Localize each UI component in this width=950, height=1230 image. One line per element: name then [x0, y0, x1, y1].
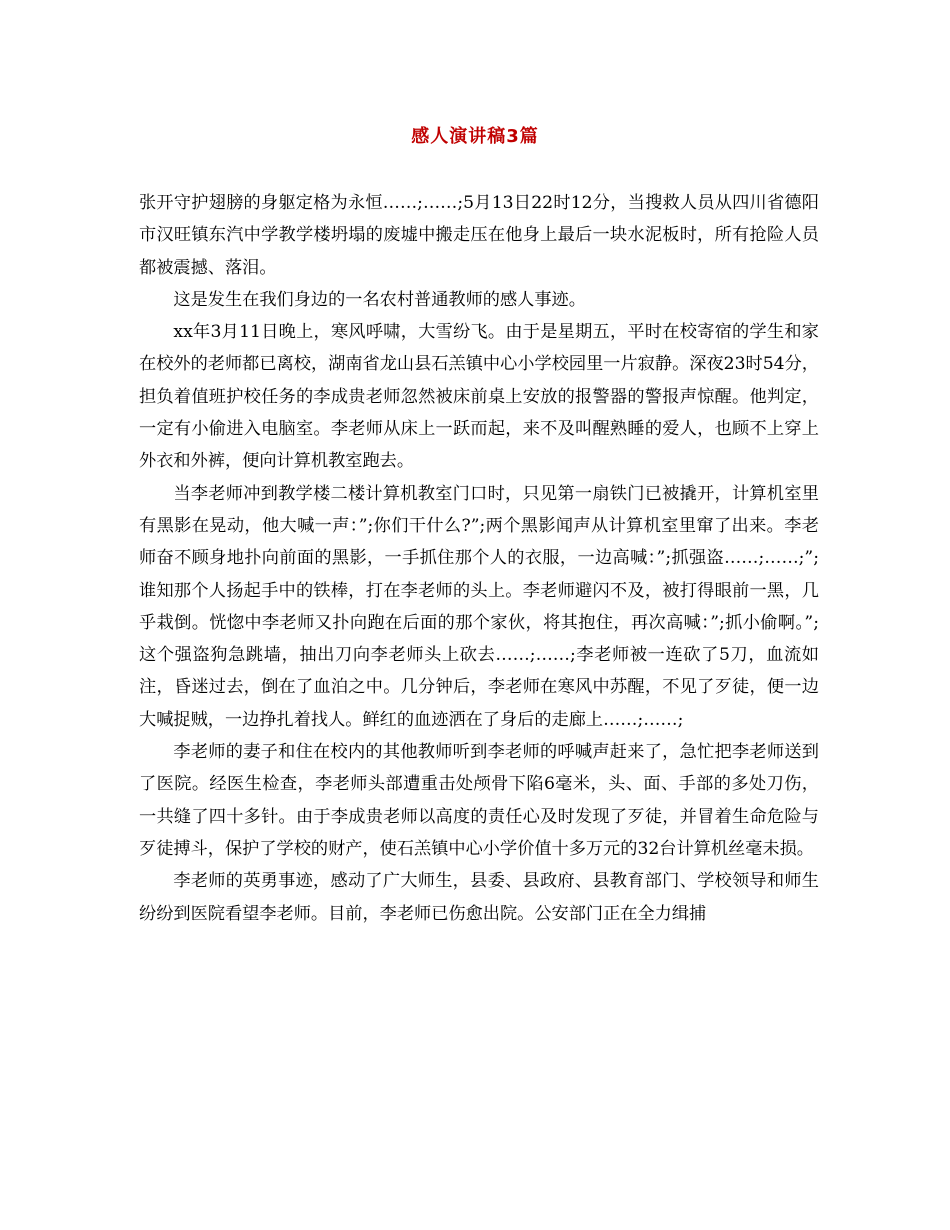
paragraph-3: xx年3月11日晚上，寒风呼啸，大雪纷飞。由于是星期五，平时在校寄宿的学生和家在校外的老师都已离校，湖南省龙山县石羔镇中心小学校园里一片寂静。深夜23时54分，担负着值班护校任务的李成贵老师忽然被床前桌上安放的报警器的警报声惊醒。他判定，一定有小偷进入电脑室。李老师从床上一跃而起，来不及叫醒熟睡的爱人，也顾不上穿上外衣和外裤，便向计算机教室跑去。	[139, 322, 819, 472]
document-body	[139, 187, 819, 930]
paragraph-6: 李老师的英勇事迹，感动了广大师生，县委、县政府、县教育部门、学校领导和师生纷纷到医院看望李老师。目前，李老师已伤愈出院。公安部门正在全力缉捕	[139, 871, 819, 924]
document-title: 感人演讲稿3篇	[411, 126, 539, 147]
paragraph-2: 这是发生在我们身边的一名农村普通教师的感人事迹。	[173, 289, 586, 310]
paragraph-5: 李老师的妻子和住在校内的其他教师听到李老师的呼喊声赶来了，急忙把李老师送到了医院。经医生检查，李老师头部遭重击处颅骨下陷6毫米，头、面、手部的多处刀伤，一共缝了四十多针。由于李成贵老师以高度的责任心及时发现了歹徒，并冒着生命危险与歹徒搏斗，保护了学校的财产，使石羔镇中心小学价值十多万元的32台计算机丝毫未损。	[139, 742, 819, 859]
paragraph-1: 张开守护翅膀的身躯定格为永恒……;……;5月13日22时12分，当搜救人员从四川省德阳市汉旺镇东汽中学教学楼坍塌的废墟中搬走压在他身上最后一块水泥板时，所有抢险人员都被震撼、落泪。	[139, 193, 819, 278]
paragraph-4: 当李老师冲到教学楼二楼计算机教室门口时，只见第一扇铁门已被撬开，计算机室里有黑影在晃动，他大喊一声：”;你们干什么?”;两个黑影闻声从计算机室里窜了出来。李老师奋不顾身地扑向前面的黑影，一手抓住那个人的衣服，一边高喊：”;抓强盗……;……;”;谁知那个人扬起手中的铁棒，打在李老师的头上。李老师避闪不及，被打得眼前一黑，几乎栽倒。恍惚中李老师又扑向跑在后面的那个家伙，将其抱住，再次高喊：”;抓小偷啊。”;这个强盗狗急跳墙，抽出刀向李老师头上砍去……;……;李老师被一连砍了5刀，血流如注，昏迷过去，倒在了血泊之中。几分钟后，李老师在寒风中苏醒，不见了歹徒，便一边大喊捉贼，一边挣扎着找人。鲜红的血迹洒在了身后的走廊上……;……;	[139, 483, 819, 730]
